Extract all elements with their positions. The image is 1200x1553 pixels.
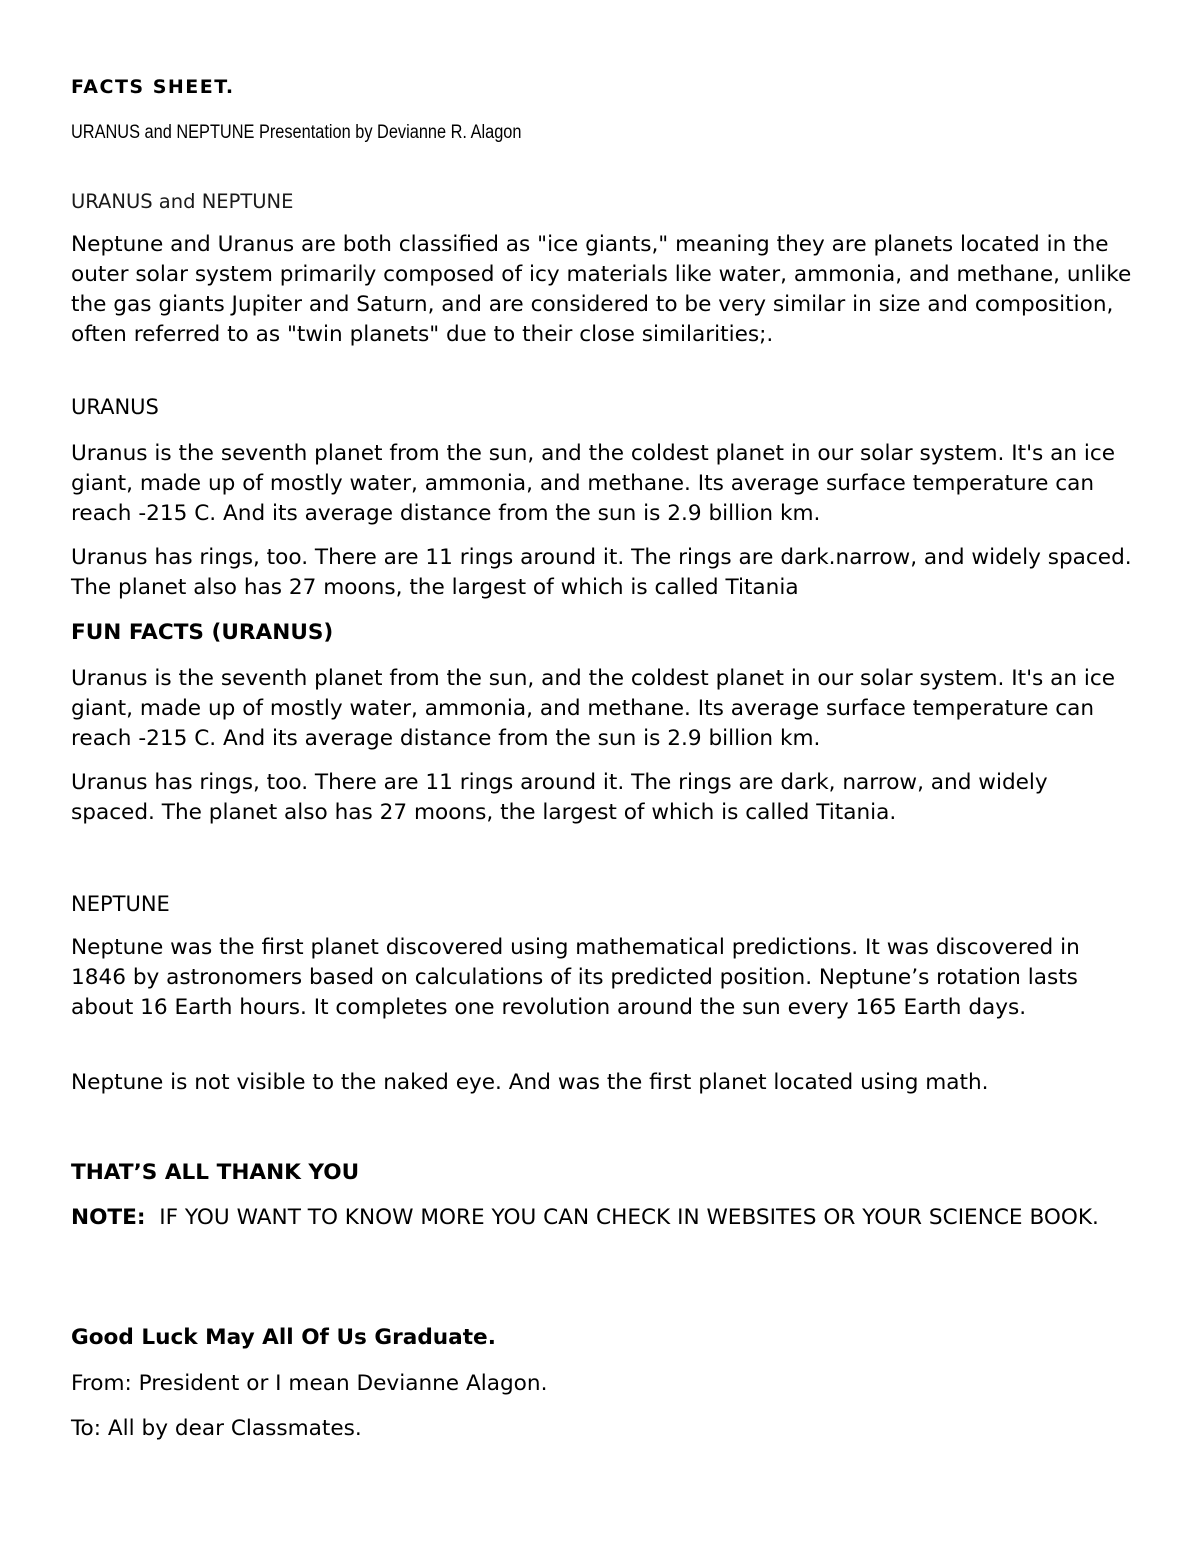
fun-facts-paragraph-1: Uranus is the seventh planet from the sun, and the coldest planet in our solar system. It's an ice giant, made up of mostly water, ammonia, and methane. Its average surface temperature can reach -215 C. And its average distance from the sun is 2.9 billion km. — [71, 666, 1116, 751]
thanks-heading: THAT’S ALL THANK YOU — [71, 1160, 360, 1185]
neptune-paragraph-1: Neptune was the first planet discovered using mathematical predictions. It was discovered in 1846 by astronomers based on calculations of its predicted position. Neptune’s rotation lasts about 16 Earth hours. It completes one revolution around the sun every 165 Earth days. — [71, 935, 1080, 1020]
uranus-paragraph-1: Uranus is the seventh planet from the sun, and the coldest planet in our solar system. It's an ice giant, made up of mostly water, ammonia, and methane. Its average surface temperature can reach -215 C. And its average distance from the sun is 2.9 billion km. — [71, 441, 1116, 526]
note-text: IF YOU WANT TO KNOW MORE YOU CAN CHECK IN WEBSITES OR YOUR SCIENCE BOOK. — [145, 1205, 1099, 1230]
from-line: From: President or I mean Devianne Alagon. — [71, 1371, 548, 1396]
document-title: FACTS SHEET. — [71, 76, 235, 98]
intro-heading: URANUS and NEPTUNE — [71, 190, 294, 213]
note-paragraph — [71, 1203, 1136, 1233]
uranus-paragraph-2: Uranus has rings, too. There are 11 rings around it. The rings are dark.narrow, and widely spaced. The planet also has 27 moons, the largest of which is called Titania — [71, 545, 1132, 600]
good-luck-heading: Good Luck May All Of Us Graduate. — [71, 1325, 496, 1350]
fun-facts-paragraph-2: Uranus has rings, too. There are 11 rings around it. The rings are dark, narrow, and widely spaced. The planet also has 27 moons, the largest of which is called Titania. — [71, 770, 1048, 825]
intro-paragraph: Neptune and Uranus are both classified as "ice giants," meaning they are planets located in the outer solar system primarily composed of icy materials like water, ammonia, and methane, unlike the gas giants Jupiter and Saturn, and are considered to be very similar in size and composition, often referred to as "twin planets" due to their close similarities;. — [71, 232, 1132, 347]
uranus-heading: URANUS — [71, 395, 159, 419]
neptune-heading: NEPTUNE — [71, 892, 170, 916]
fun-facts-heading: FUN FACTS (URANUS) — [71, 620, 334, 645]
to-line: To: All by dear Classmates. — [71, 1416, 362, 1441]
document-subtitle: URANUS and NEPTUNE Presentation by Devianne R. Alagon — [71, 122, 522, 143]
neptune-paragraph-2: Neptune is not visible to the naked eye. And was the first planet located using math. — [71, 1070, 989, 1095]
note-label: NOTE: — [71, 1205, 146, 1230]
